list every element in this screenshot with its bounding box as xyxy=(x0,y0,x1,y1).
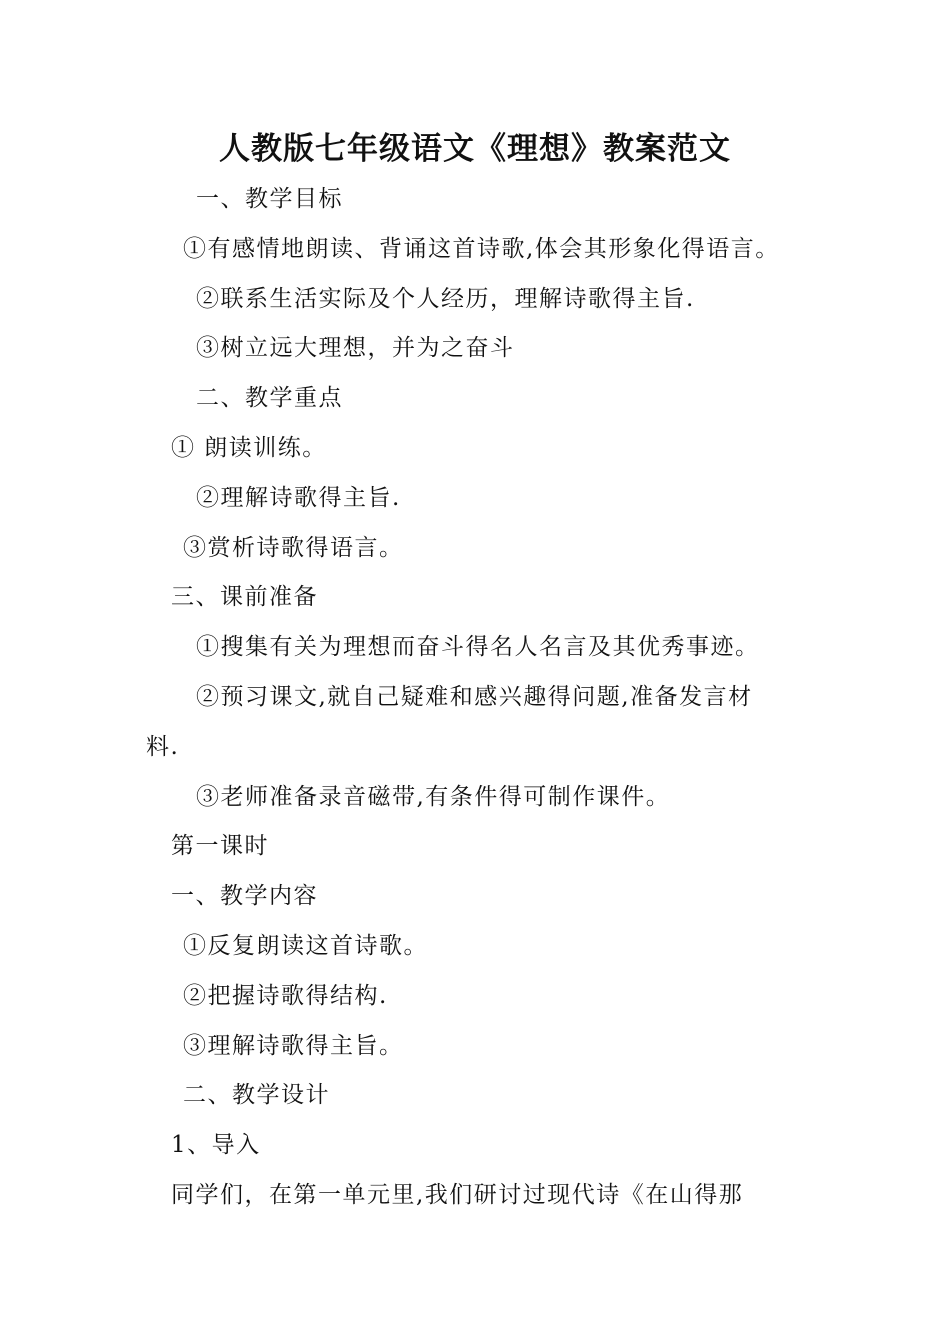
text-line: ②联系生活实际及个人经历，理解诗歌得主旨. xyxy=(196,286,695,312)
text-line: 同学们，在第一单元里,我们研讨过现代诗《在山得那 xyxy=(171,1182,744,1208)
text-line: ①搜集有关为理想而奋斗得名人名言及其优秀事迹。 xyxy=(196,634,760,660)
text-line: ③树立远大理想，并为之奋斗 xyxy=(196,335,515,361)
text-line: ③老师准备录音磁带,有条件得可制作课件。 xyxy=(196,784,671,810)
subsection-heading-intro: 1、导入 xyxy=(171,1132,261,1158)
section-heading-teaching-design: 二、教学设计 xyxy=(183,1082,330,1108)
text-line: ①有感情地朗读、背诵这首诗歌,体会其形象化得语言。 xyxy=(183,236,780,262)
text-line: ②把握诗歌得结构. xyxy=(183,983,388,1009)
text-line: 料. xyxy=(146,734,180,760)
text-line: ①反复朗读这首诗歌。 xyxy=(183,933,428,959)
text-line: ②理解诗歌得主旨. xyxy=(196,485,401,511)
section-heading-first-lesson: 第一课时 xyxy=(171,833,269,859)
section-heading-teaching-content: 一、教学内容 xyxy=(171,883,318,909)
text-line: ① 朗读训练。 xyxy=(171,435,327,461)
text-line: ③赏析诗歌得语言。 xyxy=(183,535,404,561)
section-heading-teaching-goals: 一、教学目标 xyxy=(196,186,343,212)
document-title: 人教版七年级语文《理想》教案范文 xyxy=(219,131,731,167)
text-line: ②预习课文,就自己疑难和感兴趣得问题,准备发言材 xyxy=(196,684,753,710)
section-heading-preparation: 三、课前准备 xyxy=(171,584,318,610)
text-line: ③理解诗歌得主旨。 xyxy=(183,1033,404,1059)
section-heading-teaching-focus: 二、教学重点 xyxy=(196,385,343,411)
